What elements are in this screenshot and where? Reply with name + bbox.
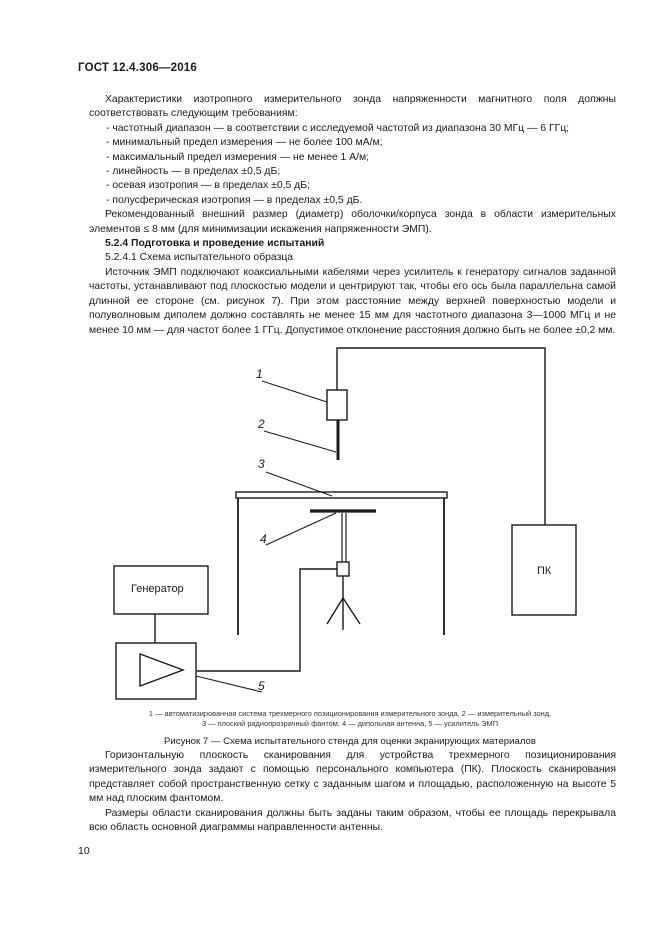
recommend-paragraph: Рекомендованный внешний размер (диаметр) оболочки/корпуса зонда в области измерительных элементов ≤ 8 мм (для минимизации искажения напряженности ЭМП). — [89, 209, 616, 235]
requirement-item: - частотный диапазон — в соответствии с исследуемой частотой из диапазона 30 МГц — 6 ГГц; — [106, 122, 570, 134]
requirement-item: - максимальный предел измерения — не менее 1 А/м; — [106, 151, 370, 163]
legend-line: 1 — автоматизированная система трехмерного позиционирования измерительного зонда, 2 — измерительный зонд, — [148, 709, 552, 718]
phantom-plane — [236, 492, 447, 498]
leader-line-1 — [262, 381, 327, 402]
antenna-cable — [197, 569, 337, 671]
callout-1: 1 — [256, 367, 263, 381]
figure-7 — [0, 340, 661, 700]
leader-line-4 — [266, 513, 336, 545]
pc-label: ПК — [537, 565, 552, 577]
generator-label: Генератор — [131, 583, 184, 595]
callout-4: 4 — [260, 532, 267, 546]
requirement-item: - минимальный предел измерения — не более 100 мА/м; — [106, 137, 383, 149]
text-block-top — [89, 93, 616, 338]
closing-paragraph-2: Размеры области сканирования должны быть заданы таким образом, чтобы ее площадь перекрывала всю область основной диаграммы направленности антенны. — [89, 807, 616, 834]
section-heading: 5.2.4 Подготовка и проведение испытаний — [105, 238, 325, 250]
figure-legend — [90, 709, 610, 729]
intro-paragraph: Характеристики изотропного измерительного зонда напряженности магнитного поля должны соответствовать следующим требованиям: — [89, 94, 616, 120]
callout-3: 3 — [258, 457, 265, 471]
callout-5: 5 — [258, 679, 265, 693]
tripod-leg — [327, 598, 343, 624]
positioning-system-box — [327, 390, 347, 420]
section-paragraph: Источник ЭМП подключают коаксиальными кабелями через усилитель к генератору сигналов заданной частоты, устанавливают под плоскостью модели и центрируют так, чтобы его ось была параллельна самой длинной ее стороне (см. рисунок 7). При этом расстояние между верхней поверхностью модели и полуволновым диполем должно составлять не менее 15 мм для частотного диапазона 3—1000 МГц и не менее 10 мм — для частот более 1 ГГц. Допустимое отклонение расстояния должно быть не более ±0,2 мм. — [89, 266, 616, 336]
legend-line: 3 — плоский радиопрозрачный фантом; 4 — дипольная антенна, 5 — усилитель ЭМП — [201, 719, 499, 728]
tripod-leg — [343, 598, 360, 624]
text-block-bottom — [89, 749, 616, 835]
page-header: ГОСТ 12.4.306—2016 — [78, 62, 197, 74]
section-subheading: 5.2.4.1 Схема испытательного образца — [105, 252, 294, 264]
figure-caption: Рисунок 7 — Схема испытательного стенда для оценки экранирующих материалов — [164, 736, 536, 747]
page-number: 10 — [78, 845, 90, 857]
test-bench-diagram — [0, 340, 661, 700]
callout-2: 2 — [258, 417, 265, 431]
antenna-connector — [337, 562, 349, 576]
requirement-item: - осевая изотропия — в пределах ±0,5 дБ; — [106, 180, 310, 192]
closing-paragraph-1: Горизонтальную плоскость сканирования для устройства трехмерного позиционирования измерительного зонда задают с помощью персонального компьютера (ПК). Плоскость сканирования представляет собой пространственную сетку с заданным шагом и площадью, расположенную на высоте 5 мм над плоским фантомом. — [89, 750, 616, 805]
leader-line-2 — [264, 431, 336, 452]
amplifier-box — [116, 643, 196, 699]
leader-line-5 — [196, 676, 262, 692]
requirement-item: - линейность — в пределах ±0,5 дБ; — [106, 166, 281, 178]
requirement-item: - полусферическая изотропия — в пределах ±0,5 дБ. — [106, 194, 363, 206]
